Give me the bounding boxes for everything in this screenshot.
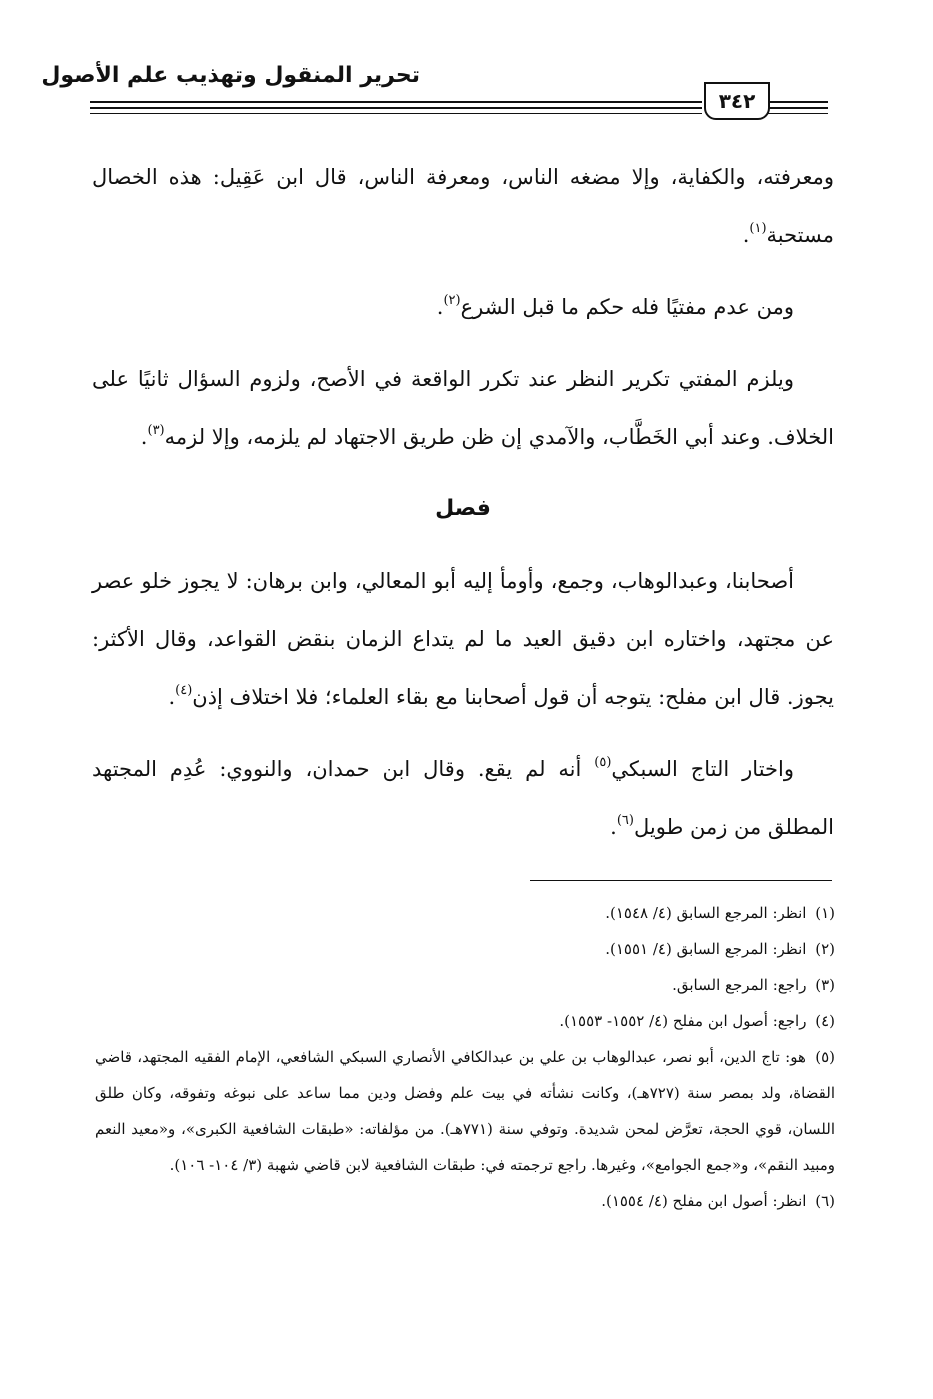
footnote-ref: (٦) bbox=[616, 813, 634, 828]
paragraph-tail: . bbox=[742, 223, 750, 247]
paragraph-text: أصحابنا، وعبدالوهاب، وجمع، وأومأ إليه أبو المعالي، وابن برهان: لا يجوز خلو عصر عن مجتهد، واختاره ابن دقيق العيد ما لم يتداع الزمان بنقض القواعد، وقال الأكثر: يجوز. قال ابن مفلح: يتوجه أن قول أصحابنا مع بقاء العلماء؛ فلا اختلاف إذن bbox=[92, 569, 834, 709]
footnote-number: (١) bbox=[815, 904, 835, 922]
footnote bbox=[95, 1183, 835, 1219]
header-rule bbox=[768, 107, 828, 109]
paragraph-tail: . bbox=[436, 295, 444, 319]
footnote bbox=[95, 967, 835, 1003]
footnote-ref: (٣) bbox=[147, 423, 165, 438]
paragraph bbox=[92, 740, 834, 856]
paragraph bbox=[92, 350, 834, 466]
section-heading: فصل bbox=[435, 496, 491, 521]
footnote-ref: (٢) bbox=[443, 293, 461, 308]
footnote bbox=[95, 1039, 835, 1183]
footnote-text: انظر: المرجع السابق (٤/ ١٥٥١). bbox=[605, 940, 807, 958]
paragraph-tail: . bbox=[168, 685, 176, 709]
footnote bbox=[95, 931, 835, 967]
paragraph-tail: . bbox=[140, 425, 148, 449]
footnote-text: انظر: أصول ابن مفلح (٤/ ١٥٥٤). bbox=[601, 1192, 807, 1210]
footnote-ref: (٥) bbox=[594, 755, 612, 770]
footnote bbox=[95, 895, 835, 931]
footnote-text: انظر: المرجع السابق (٤/ ١٥٤٨). bbox=[605, 904, 807, 922]
header-rule bbox=[768, 113, 828, 114]
footnote-text: راجع: المرجع السابق. bbox=[672, 976, 807, 994]
page-number: ٣٤٢ bbox=[704, 82, 770, 120]
paragraph bbox=[92, 278, 834, 336]
footnote-number: (٥) bbox=[815, 1048, 835, 1066]
paragraph-tail: . bbox=[610, 815, 617, 839]
footnote-separator bbox=[530, 880, 832, 881]
footnote-number: (٣) bbox=[815, 976, 835, 994]
paragraph-text: ومعرفته، والكفاية، وإلا مضغه الناس، ومعرفة الناس، قال ابن عَقِيل: هذه الخصال مستحبة bbox=[92, 165, 834, 247]
paragraph-text: ويلزم المفتي تكرير النظر عند تكرر الواقعة في الأصح، ولزوم السؤال ثانيًا على الخلاف. وعند أبي الخَطَّاب، والآمدي إن ظن طريق الاجتهاد لم يلزمه، وإلا لزمه bbox=[92, 367, 834, 449]
paragraph-text: واختار التاج السبكي bbox=[611, 757, 794, 781]
footnote-text: راجع: أصول ابن مفلح (٤/ ١٥٥٢- ١٥٥٣). bbox=[559, 1012, 807, 1030]
main-text bbox=[92, 148, 834, 870]
footnote-number: (٢) bbox=[815, 940, 835, 958]
footnote-ref: (١) bbox=[749, 221, 767, 236]
footnote bbox=[95, 1003, 835, 1039]
footnote-text: هو: تاج الدين، أبو نصر، عبدالوهاب بن علي بن عبدالكافي الأنصاري السبكي الشافعي، الإمام الفقيه المجتهد، قاضي القضاة، ولد بمصر سنة (٧٢٧هـ)، وكانت نشأته في بيت علم وفضل ودين مما ساعد على نبوغه وتفوقه، وكان طلق اللسان، قوي الحجة، تعرَّض لمحن شديدة. وتوفي سنة (٧٧١هـ). من مؤلفاته: «طبقات الشافعية الكبرى»، و«معيد النعم ومبيد النقم»، و«جمع الجوامع»، وغيرها. راجع ترجمته في: طبقات الشافعية لابن قاضي شهبة (٣/ ١٠٤- ١٠٦). bbox=[95, 1048, 836, 1174]
footnote-ref: (٤) bbox=[175, 683, 193, 698]
footnote-number: (٤) bbox=[815, 1012, 835, 1030]
header-rule bbox=[90, 101, 702, 103]
header-rule bbox=[90, 113, 702, 114]
paragraph bbox=[92, 552, 834, 726]
footnote-number: (٦) bbox=[815, 1192, 835, 1210]
running-title: تحرير المنقول وتهذيب علم الأصول bbox=[41, 63, 420, 88]
header-rule bbox=[768, 101, 828, 103]
footnotes bbox=[95, 895, 835, 1219]
paragraph-text: ومن عدم مفتيًا فله حكم ما قبل الشرع bbox=[460, 295, 794, 319]
paragraph-text: أنه لم يقع. وقال ابن حمدان، والنووي: عُدِم المجتهد المطلق من زمن طويل bbox=[92, 757, 834, 839]
header-rule bbox=[90, 107, 702, 109]
paragraph bbox=[92, 148, 834, 264]
